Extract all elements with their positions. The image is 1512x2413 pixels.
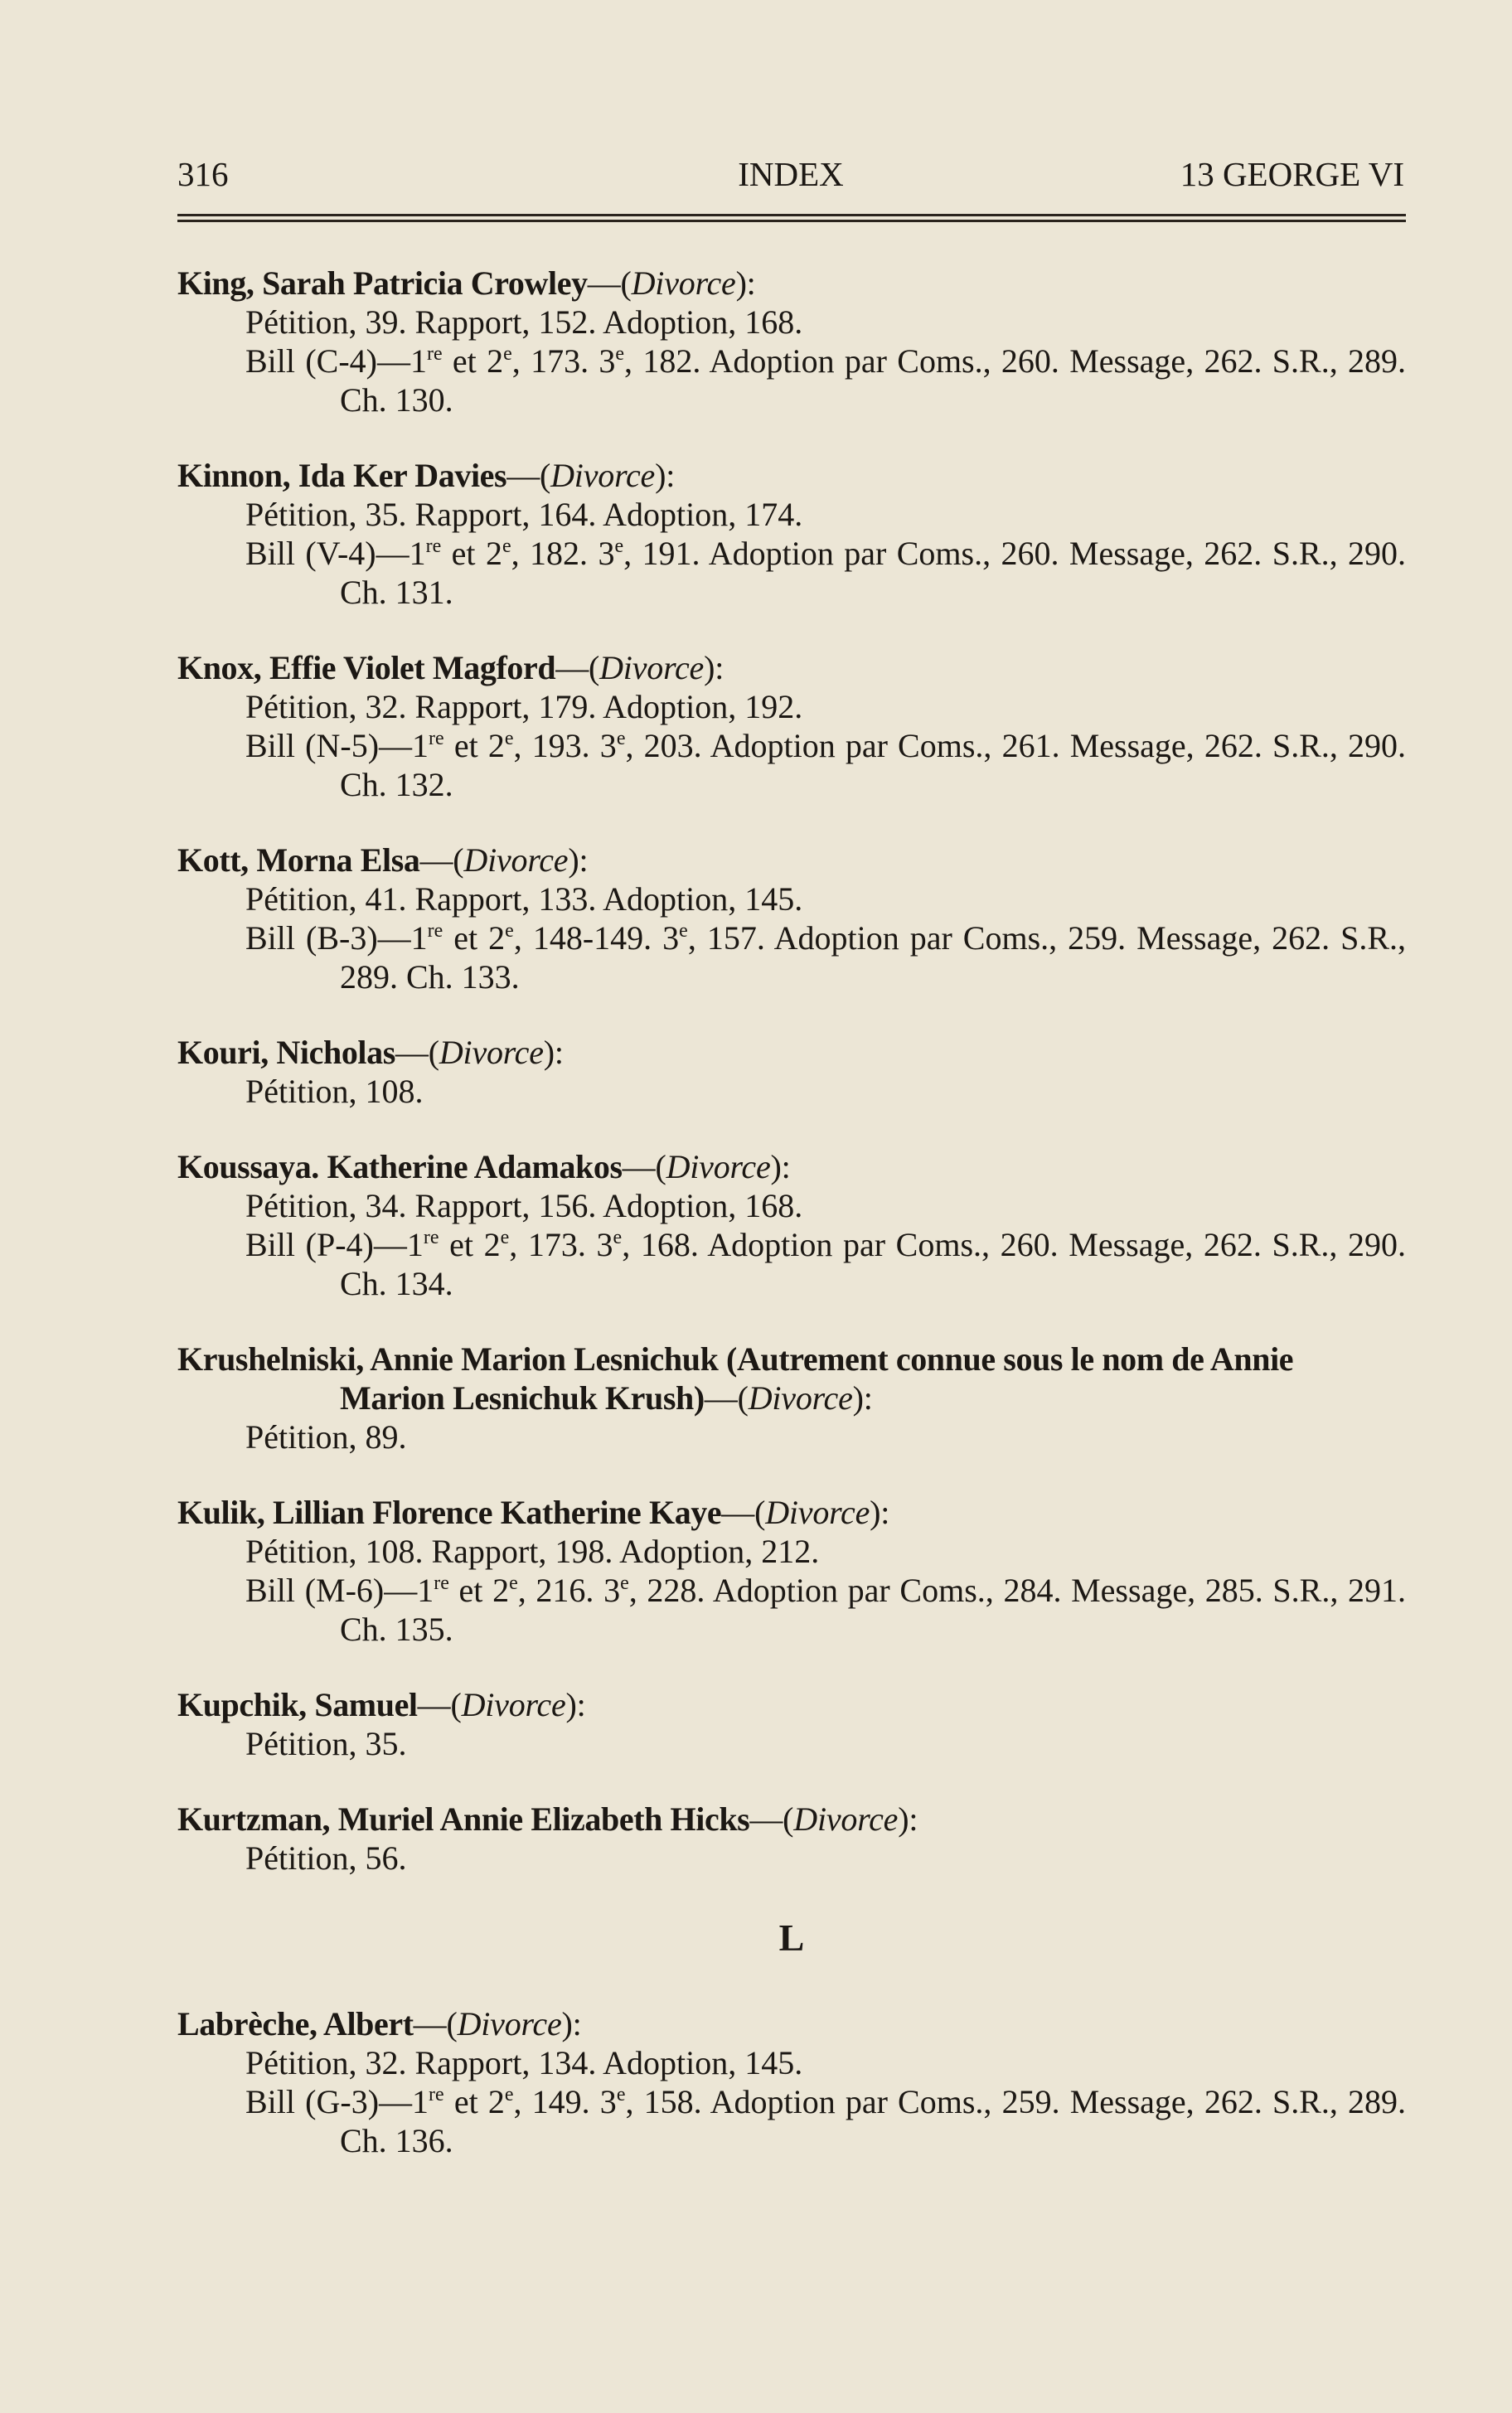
entry-bill-line: Bill (N-5)—1re et 2e, 193. 3e, 203. Adoption par Coms., 261. Message, 262. S.R., 290. Ch. 132. <box>245 727 1407 803</box>
entry-petition-line: Pétition, 39. Rapport, 152. Adoption, 168. <box>245 303 803 341</box>
bill-code: Bill (B-3) <box>245 919 378 957</box>
page-title: INDEX <box>738 155 844 193</box>
bill-details: Adoption par Coms., 259. Message, 262. S.R., 289. Ch. 136. <box>340 2083 1407 2159</box>
entry-name: King, Sarah Patricia Crowley <box>177 264 588 302</box>
bill-details: Adoption par Coms., 260. Message, 262. S.R., 290. Ch. 131. <box>340 535 1407 611</box>
entry-type: Divorce <box>550 457 656 494</box>
entry-type: Divorce <box>748 1379 853 1417</box>
index-entry <box>177 1147 1406 1303</box>
entry-petition-line: Pétition, 108. <box>245 1073 424 1110</box>
running-head <box>177 149 1404 199</box>
entry-type: Divorce <box>457 2005 562 2042</box>
bill-code: Bill (N-5) <box>245 727 380 764</box>
entry-heading: Krushelniski, Annie Marion Lesnichuk (Autrement connue sous le nom de Annie Marion Lesnichuk Krush)—(Divorce): <box>177 1340 1294 1417</box>
bill-details: Adoption par Coms., 260. Message, 262. S.R., 290. Ch. 134. <box>340 1226 1407 1302</box>
entry-name: Labrèche, Albert <box>177 2005 414 2042</box>
entry-type: Divorce <box>461 1686 566 1723</box>
entry-petition-line: Pétition, 32. Rapport, 179. Adoption, 192. <box>245 688 803 725</box>
section-letter: L <box>778 1916 805 1959</box>
entry-bill-line: Bill (V-4)—1re et 2e, 182. 3e, 191. Adoption par Coms., 260. Message, 262. S.R., 290. Ch. 131. <box>245 535 1407 611</box>
entry-heading: Kott, Morna Elsa—(Divorce): <box>177 841 589 879</box>
entry-name: Krushelniski, Annie Marion Lesnichuk (Autrement connue sous le nom de Annie Marion Lesnichuk Krush) <box>177 1340 1294 1417</box>
entry-bill-line: Bill (G-3)—1re et 2e, 149. 3e, 158. Adoption par Coms., 259. Message, 262. S.R., 289. Ch. 136. <box>245 2083 1407 2159</box>
entry-type: Divorce <box>793 1800 899 1838</box>
index-entry <box>177 648 1406 804</box>
entry-name: Knox, Effie Violet Magford <box>177 649 556 686</box>
entry-type: Divorce <box>631 264 736 302</box>
bill-details: Adoption par Coms., 259. Message, 262. S.R., 289. Ch. 133. <box>340 919 1407 996</box>
entry-bill-line: Bill (C-4)—1re et 2e, 173. 3e, 182. Adoption par Coms., 260. Message, 262. S.R., 289. Ch. 130. <box>245 342 1407 419</box>
entry-type: Divorce <box>765 1494 870 1531</box>
bill-details: Adoption par Coms., 284. Message, 285. S.R., 291. Ch. 135. <box>340 1572 1407 1648</box>
bill-code: Bill (M-6) <box>245 1572 385 1609</box>
page-number: 316 <box>177 155 229 193</box>
entry-petition-line: Pétition, 35. Rapport, 164. Adoption, 174. <box>245 496 803 533</box>
regnal-year: 13 GEORGE VI <box>1180 155 1404 193</box>
bill-third-reading: 158. <box>643 2083 702 2120</box>
bill-first-second-reading: 149. <box>531 2083 590 2120</box>
entry-heading: Kurtzman, Muriel Annie Elizabeth Hicks—(Divorce): <box>177 1800 918 1838</box>
entry-bill-line: Bill (M-6)—1re et 2e, 216. 3e, 228. Adoption par Coms., 284. Message, 285. S.R., 291. Ch. 135. <box>245 1572 1407 1648</box>
index-entry <box>177 2004 1406 2160</box>
bill-first-second-reading: 182. <box>530 535 589 572</box>
index-entry <box>177 841 1406 996</box>
entry-heading: Kouri, Nicholas—(Divorce): <box>177 1034 564 1071</box>
entries-section-k <box>177 264 1406 1878</box>
entry-petition-line: Pétition, 41. Rapport, 133. Adoption, 145. <box>245 880 803 918</box>
bill-first-second-reading: 173. <box>527 1226 586 1263</box>
entry-type: Divorce <box>463 841 569 879</box>
entry-type: Divorce <box>439 1034 544 1071</box>
entry-heading: Knox, Effie Violet Magford—(Divorce): <box>177 649 724 686</box>
bill-third-reading: 157. <box>706 919 765 957</box>
entries-section-l <box>177 2004 1406 2160</box>
index-entry <box>177 264 1406 419</box>
entry-bill-line: Bill (B-3)—1re et 2e, 148-149. 3e, 157. Adoption par Coms., 259. Message, 262. S.R., 289. Ch. 133. <box>245 919 1407 996</box>
entry-name: Kouri, Nicholas <box>177 1034 395 1071</box>
entry-name: Kurtzman, Muriel Annie Elizabeth Hicks <box>177 1800 750 1838</box>
bill-first-second-reading: 173. <box>531 342 589 380</box>
index-entry <box>177 1493 1406 1649</box>
bill-first-second-reading: 148-149. <box>532 919 652 957</box>
bill-first-second-reading: 216. <box>536 1572 594 1609</box>
entry-name: Kott, Morna Elsa <box>177 841 420 879</box>
entry-name: Kulik, Lillian Florence Katherine Kaye <box>177 1494 722 1531</box>
entry-heading: Kupchik, Samuel—(Divorce): <box>177 1686 586 1723</box>
header-rule-bottom <box>177 220 1406 222</box>
entry-name: Kinnon, Ida Ker Davies <box>177 457 507 494</box>
header-rule-top <box>177 214 1406 216</box>
entry-bill-line: Bill (P-4)—1re et 2e, 173. 3e, 168. Adoption par Coms., 260. Message, 262. S.R., 290. Ch. 134. <box>245 1226 1407 1302</box>
bill-code: Bill (G-3) <box>245 2083 380 2120</box>
entry-petition-line: Pétition, 32. Rapport, 134. Adoption, 145. <box>245 2044 803 2081</box>
entry-name: Kupchik, Samuel <box>177 1686 418 1723</box>
entry-heading: Kulik, Lillian Florence Katherine Kaye—(Divorce): <box>177 1494 890 1531</box>
index-entry <box>177 1340 1406 1456</box>
entry-heading: Koussaya. Katherine Adamakos—(Divorce): <box>177 1148 791 1185</box>
bill-code: Bill (V-4) <box>245 535 376 572</box>
entry-heading: Labrèche, Albert—(Divorce): <box>177 2005 582 2042</box>
bill-third-reading: 168. <box>640 1226 699 1263</box>
entry-heading: King, Sarah Patricia Crowley—(Divorce): <box>177 264 756 302</box>
entry-name: Koussaya. Katherine Adamakos <box>177 1148 623 1185</box>
bill-third-reading: 228. <box>647 1572 705 1609</box>
index-entry <box>177 1033 1406 1111</box>
bill-third-reading: 191. <box>642 535 700 572</box>
entry-petition-line: Pétition, 35. <box>245 1725 407 1762</box>
bill-first-second-reading: 193. <box>531 727 590 764</box>
bill-third-reading: 182. <box>642 342 701 380</box>
bill-details: Adoption par Coms., 261. Message, 262. S.R., 290. Ch. 132. <box>340 727 1407 803</box>
bill-third-reading: 203. <box>643 727 702 764</box>
bill-code: Bill (P-4) <box>245 1226 374 1263</box>
entry-petition-line: Pétition, 34. Rapport, 156. Adoption, 168. <box>245 1187 803 1224</box>
index-entry <box>177 456 1406 612</box>
entry-petition-line: Pétition, 89. <box>245 1418 407 1456</box>
entry-petition-line: Pétition, 108. Rapport, 198. Adoption, 212. <box>245 1533 820 1570</box>
entry-heading: Kinnon, Ida Ker Davies—(Divorce): <box>177 457 676 494</box>
entry-type: Divorce <box>666 1148 771 1185</box>
bill-code: Bill (C-4) <box>245 342 377 380</box>
index-entries <box>177 264 1406 2197</box>
entry-petition-line: Pétition, 56. <box>245 1839 407 1877</box>
index-entry <box>177 1685 1406 1763</box>
index-entry <box>177 1800 1406 1878</box>
bill-details: Adoption par Coms., 260. Message, 262. S.R., 289. Ch. 130. <box>340 342 1407 419</box>
entry-type: Divorce <box>599 649 705 686</box>
